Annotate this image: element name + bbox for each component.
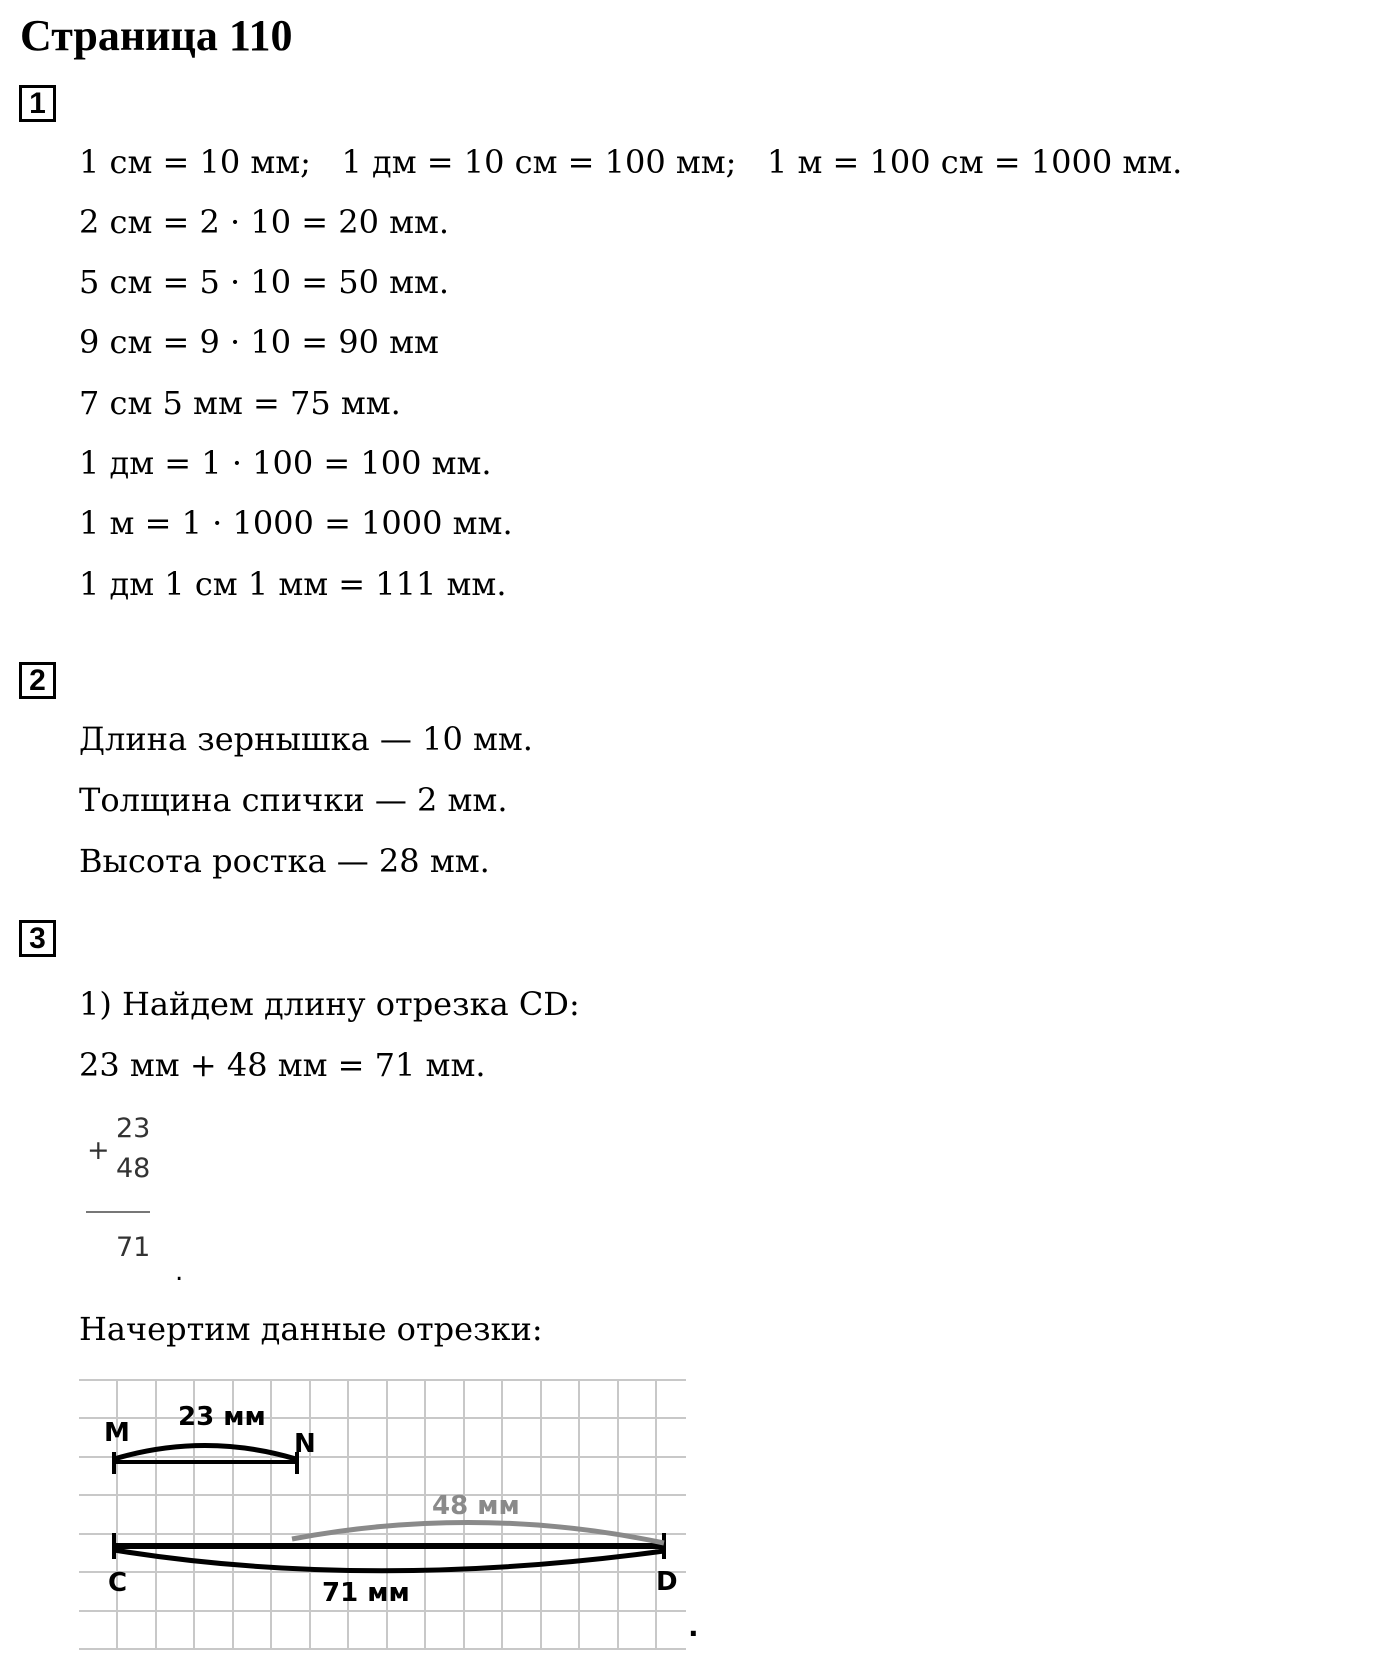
label-cd-length: 71 мм xyxy=(322,1578,410,1608)
calc-addend-2: 48 xyxy=(116,1153,151,1184)
task2-line-1: Длина зернышка — 10 мм. xyxy=(79,720,533,758)
point-m-label: M xyxy=(104,1418,130,1448)
point-d-label: D xyxy=(656,1567,678,1597)
page-title: Страница 110 xyxy=(20,11,293,60)
label-mn-length: 23 мм xyxy=(178,1402,266,1432)
task3-line-1: 1) Найдем длину отрезка CD: xyxy=(79,985,580,1023)
brace-cd xyxy=(114,1550,664,1571)
drawing-trailing-dot: . xyxy=(688,1610,699,1643)
task1-line-1: 1 см = 10 мм; 1 дм = 10 см = 100 мм; 1 м = 100 см = 1000 мм. xyxy=(79,143,1183,181)
task3-line-2: 23 мм + 48 мм = 71 мм. xyxy=(79,1046,486,1084)
task-number-1: 1 xyxy=(19,85,56,122)
task1-line-3: 5 см = 5 · 10 = 50 мм. xyxy=(79,263,450,301)
task2-line-3: Высота ростка — 28 мм. xyxy=(79,842,490,880)
calc-plus-sign: + xyxy=(87,1135,110,1166)
calc-addend-1: 23 xyxy=(116,1113,151,1144)
calc-trailing-dot: . xyxy=(175,1257,184,1287)
task1-line-7: 1 м = 1 · 1000 = 1000 мм. xyxy=(79,504,513,542)
calc-sum: 71 xyxy=(116,1232,151,1263)
point-n-label: N xyxy=(294,1429,316,1459)
task1-line-2: 2 см = 2 · 10 = 20 мм. xyxy=(79,203,450,241)
label-nd-length: 48 мм xyxy=(432,1491,520,1521)
task-number-3: 3 xyxy=(19,920,56,957)
task1-line-6: 1 дм = 1 · 100 = 100 мм. xyxy=(79,444,492,482)
task1-line-8: 1 дм 1 см 1 мм = 111 мм. xyxy=(79,565,507,603)
drawing-intro: Начертим данные отрезки: xyxy=(79,1310,543,1348)
point-c-label: C xyxy=(108,1568,128,1598)
task-number-2: 2 xyxy=(19,662,56,699)
task1-line-4: 9 см = 9 · 10 = 90 мм xyxy=(79,323,439,361)
task2-line-2: Толщина спички — 2 мм. xyxy=(79,781,508,819)
task1-line-5: 7 см 5 мм = 75 мм. xyxy=(79,384,401,422)
grid-paper xyxy=(79,1380,686,1649)
